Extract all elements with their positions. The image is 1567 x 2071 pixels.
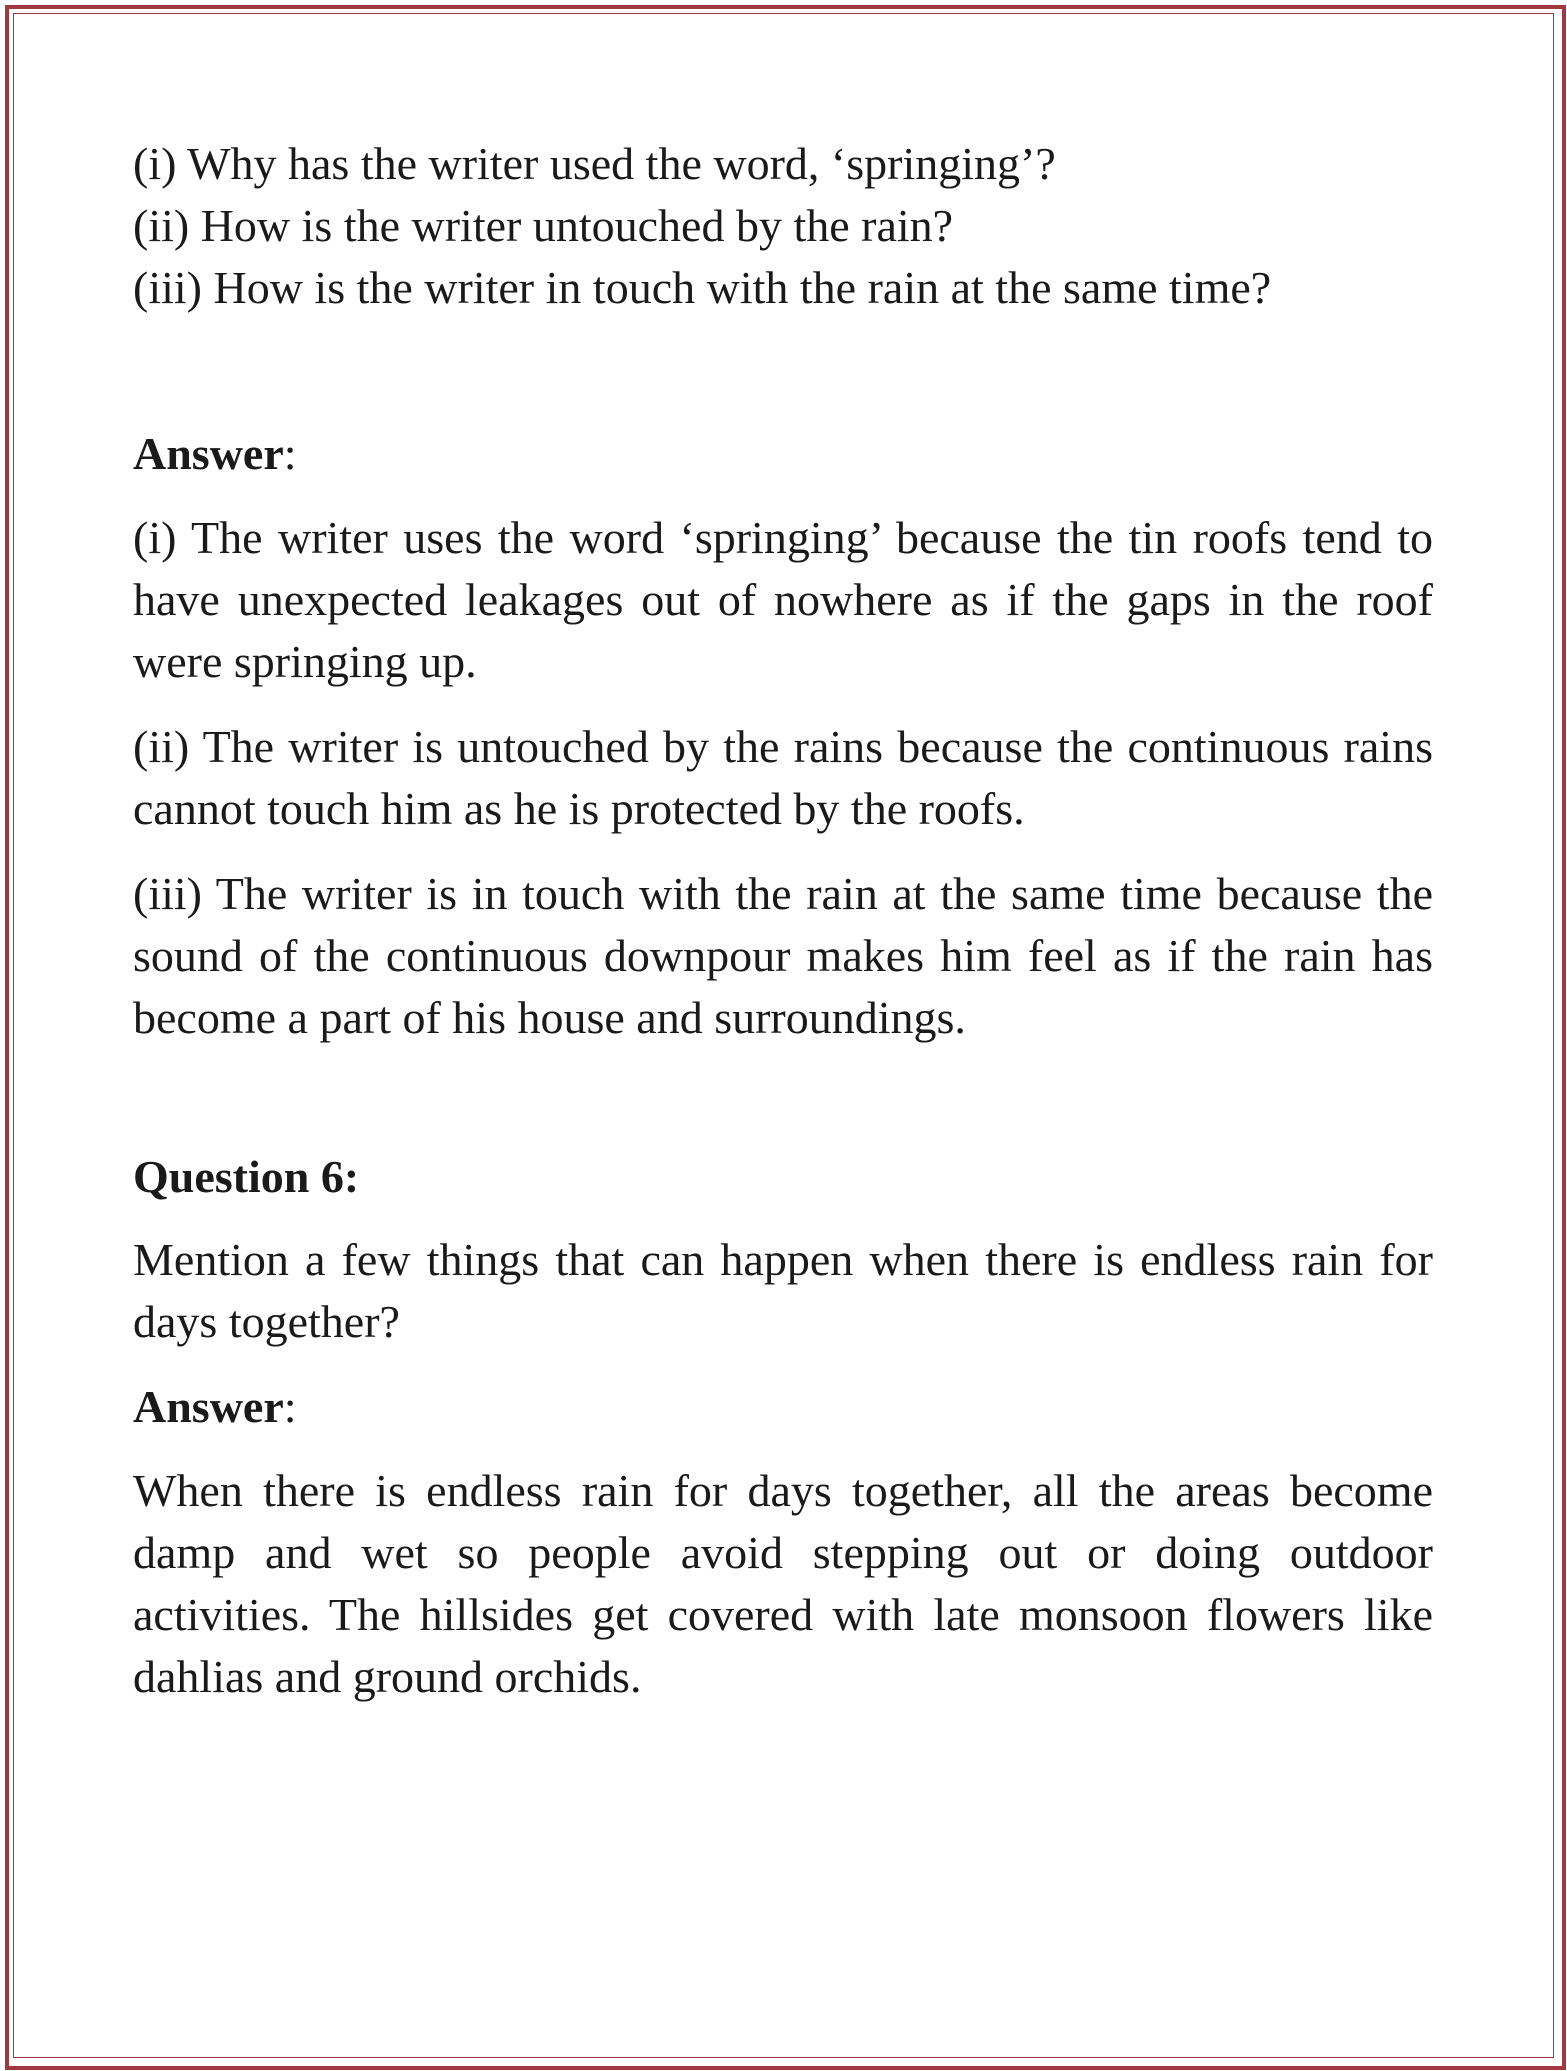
question-text: Mention a few things that can happen when there is endless rain for days together?: [133, 1234, 1433, 1347]
question-item: (iii) How is the writer in touch with the rain at the same time?: [133, 262, 1272, 313]
answer-heading: [133, 1376, 1433, 1438]
answer-paragraph: (iii) The writer is in touch with the rain at the same time because the sound of the continuous downpour makes him feel as if the rain has become a part of his house and surroundings.: [133, 868, 1433, 1043]
answer-label: Answer: [133, 1381, 284, 1432]
answer-heading: [133, 423, 1433, 485]
answer-paragraph: When there is endless rain for days together, all the areas become damp and wet so people avoid stepping out or doing outdoor activities. The hillsides get covered with late monsoon flowers like dahlias and ground orchids.: [133, 1465, 1433, 1702]
question-item: (ii) How is the writer untouched by the rain?: [133, 200, 954, 251]
question-heading: Question 6:: [133, 1151, 360, 1202]
answer-paragraph: (i) The writer uses the word ‘springing’ because the tin roofs tend to have unexpected leakages out of nowhere as if the gaps in the roof were springing up.: [133, 512, 1433, 687]
answer-colon: :: [283, 428, 297, 479]
page-content: [133, 133, 1433, 1708]
answer-label: Answer: [133, 428, 284, 479]
question-list: [133, 133, 1433, 319]
question-item: (i) Why has the writer used the word, ‘springing’?: [133, 138, 1056, 189]
answer-paragraph: (ii) The writer is untouched by the rains because the continuous rains cannot touch him as he is protected by the roofs.: [133, 721, 1433, 834]
answer-colon: :: [283, 1381, 297, 1432]
